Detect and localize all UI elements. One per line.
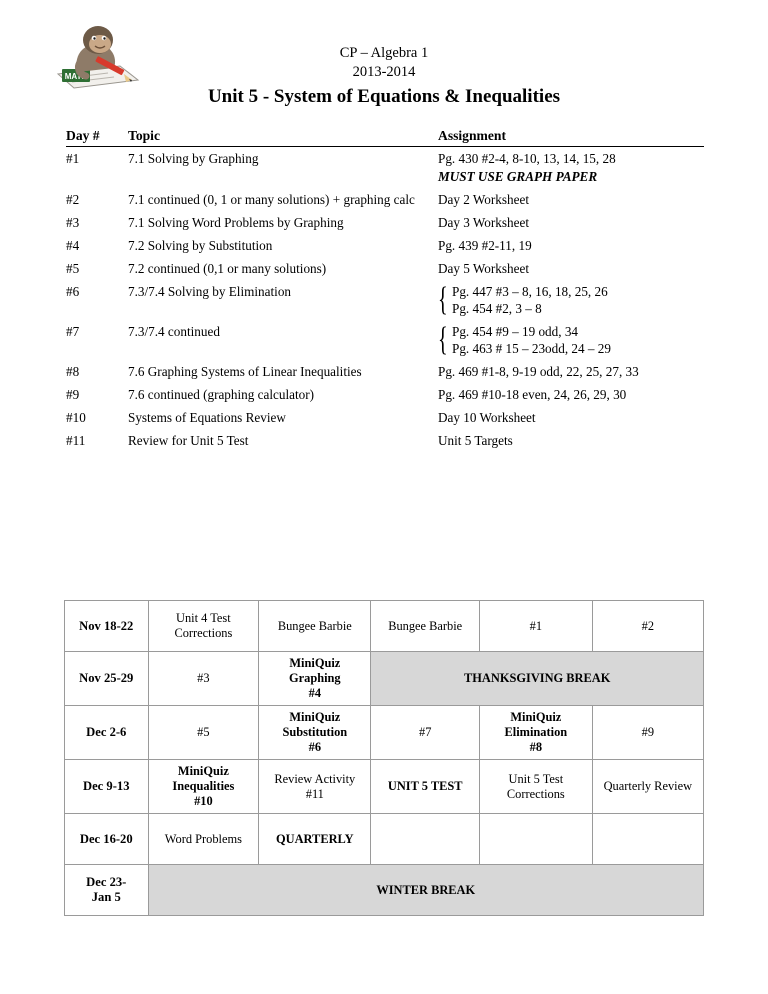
table-row [66,383,704,406]
cell-line: Graphing [288,671,341,685]
assignment-line: Pg. 463 # 15 – 23odd, 24 – 29 [452,341,611,356]
week-label-line: Jan 5 [91,890,121,904]
row-day: #4 [66,238,80,253]
assignment-line: Pg. 447 #3 – 8, 16, 18, 25, 26 [452,284,608,299]
assignment-text: Pg. 430 #2-4, 8-10, 13, 14, 15, 28 [438,151,616,166]
calendar-cell-miniquiz [148,760,259,814]
row-assignment: Pg. 439 #2-11, 19 [438,238,532,253]
row-day: #9 [66,387,80,402]
row-topic: 7.1 Solving by Graphing [128,151,259,166]
cell-line: #4 [308,686,322,700]
cell-line: Review Activity [274,771,356,786]
unit-title: Unit 5 - System of Equations & Inequalities [207,86,561,107]
cell-line: Substitution [282,725,348,739]
week-label: Dec 16-20 [65,814,149,865]
calendar-cell: Bungee Barbie [259,601,371,652]
cell-line: #8 [529,740,543,754]
cell-line: Corrections [506,786,565,801]
week-label: Nov 25-29 [65,652,149,706]
row-topic: 7.1 continued (0, 1 or many solutions) + graphing calc [128,192,415,207]
row-assignment [438,320,704,360]
row-day: #3 [66,215,80,230]
row-assignment: Pg. 469 #10-18 even, 24, 26, 29, 30 [438,387,627,402]
row-day: #7 [66,324,80,339]
table-row [66,280,704,320]
column-header-topic: Topic [128,128,438,147]
row-topic: Systems of Equations Review [128,410,286,425]
table-row [66,406,704,429]
table-row [66,320,704,360]
cell-line: #6 [308,740,322,754]
calendar-cell: #7 [371,706,480,760]
cell-line: MiniQuiz [289,710,341,724]
calendar-cell: #1 [480,601,593,652]
week-label: Dec 9-13 [65,760,149,814]
schedule-calendar [64,600,704,916]
cell-line: Elimination [504,725,568,739]
table-row [66,360,704,383]
school-year: 2013-2014 [352,64,416,80]
left-brace-icon: { [438,321,448,358]
table-row [66,188,704,211]
calendar-week-row [65,601,704,652]
row-assignment: Pg. 469 #1-8, 9-19 odd, 22, 25, 27, 33 [438,364,639,379]
row-topic: 7.2 Solving by Substitution [128,238,273,253]
row-assignment [438,147,704,189]
cell-line: #10 [194,794,213,808]
calendar-cell: #9 [592,706,703,760]
week-label: Nov 18-22 [65,601,149,652]
assignment-table [66,128,704,452]
calendar-week-row [65,706,704,760]
cell-line: Unit 4 Test [176,611,231,625]
row-assignment [438,280,704,320]
calendar-cell-miniquiz [259,652,371,706]
table-row [66,234,704,257]
calendar-cell: #2 [592,601,703,652]
table-row [66,211,704,234]
row-day: #1 [66,151,80,166]
row-topic: 7.3/7.4 Solving by Elimination [128,284,292,299]
table-row [66,257,704,280]
cell-line: MiniQuiz [289,656,341,670]
column-header-day: Day # [66,128,128,147]
cell-line: Unit 5 Test [508,771,564,786]
calendar-cell-test: UNIT 5 TEST [371,760,480,814]
math-mascot-logo [48,22,144,92]
row-day: #10 [66,410,86,425]
left-brace-icon: { [438,281,448,318]
svg-text:MATH: MATH [64,72,88,81]
assignment-table-header-row [66,128,704,147]
row-topic: 7.2 continued (0,1 or many solutions) [128,261,327,276]
column-header-assignment: Assignment [438,128,704,147]
assignment-brace-group [438,283,704,317]
calendar-cell [480,760,593,814]
calendar-cell: Bungee Barbie [371,601,480,652]
cell-line: Corrections [174,626,233,640]
calendar-cell-miniquiz [480,706,593,760]
course-name: CP – Algebra 1 [339,45,429,61]
week-label [65,865,149,916]
calendar-cell: Word Problems [148,814,259,865]
row-assignment: Unit 5 Targets [438,433,513,448]
cell-line: MiniQuiz [510,710,562,724]
calendar-cell [259,760,371,814]
assignment-brace-group [438,323,704,357]
calendar-cell: #5 [148,706,259,760]
calendar-week-row [65,760,704,814]
calendar-week-row [65,814,704,865]
calendar-cell: #3 [148,652,259,706]
calendar-cell [592,814,703,865]
week-label: Dec 2-6 [65,706,149,760]
assignment-line: Pg. 454 #2, 3 – 8 [452,301,542,316]
calendar-cell: Quarterly Review [592,760,703,814]
cell-line: MiniQuiz [177,764,229,778]
row-day: #11 [66,433,86,448]
table-row [66,429,704,452]
row-topic: 7.6 Graphing Systems of Linear Inequalities [128,364,362,379]
calendar-cell-quarterly: QUARTERLY [259,814,371,865]
assignment-note: MUST USE GRAPH PAPER [438,169,598,184]
row-topic: 7.3/7.4 continued [128,324,220,339]
calendar-cell-break: WINTER BREAK [148,865,704,916]
row-day: #5 [66,261,80,276]
row-assignment: Day 5 Worksheet [438,261,529,276]
row-day: #6 [66,284,80,299]
assignment-line: Pg. 454 #9 – 19 odd, 34 [452,324,579,339]
row-topic: 7.1 Solving Word Problems by Graphing [128,215,344,230]
calendar-week-row [65,865,704,916]
calendar-wrapper [64,600,704,916]
calendar-cell-miniquiz [259,706,371,760]
calendar-cell-break: THANKSGIVING BREAK [371,652,704,706]
calendar-cell [371,814,480,865]
row-assignment: Day 3 Worksheet [438,215,529,230]
table-row [66,147,704,189]
cell-line: Inequalities [172,779,235,793]
week-label-line: Dec 23- [86,875,127,889]
row-topic: Review for Unit 5 Test [128,433,249,448]
calendar-cell [148,601,259,652]
row-assignment: Day 2 Worksheet [438,192,529,207]
calendar-week-row [65,652,704,706]
row-assignment: Day 10 Worksheet [438,410,536,425]
row-topic: 7.6 continued (graphing calculator) [128,387,315,402]
row-day: #8 [66,364,80,379]
assignment-lines [452,323,611,357]
assignment-lines [452,283,608,317]
calendar-cell [480,814,593,865]
assignment-table-wrapper [66,128,704,452]
cell-line: #11 [305,786,324,801]
row-day: #2 [66,192,80,207]
